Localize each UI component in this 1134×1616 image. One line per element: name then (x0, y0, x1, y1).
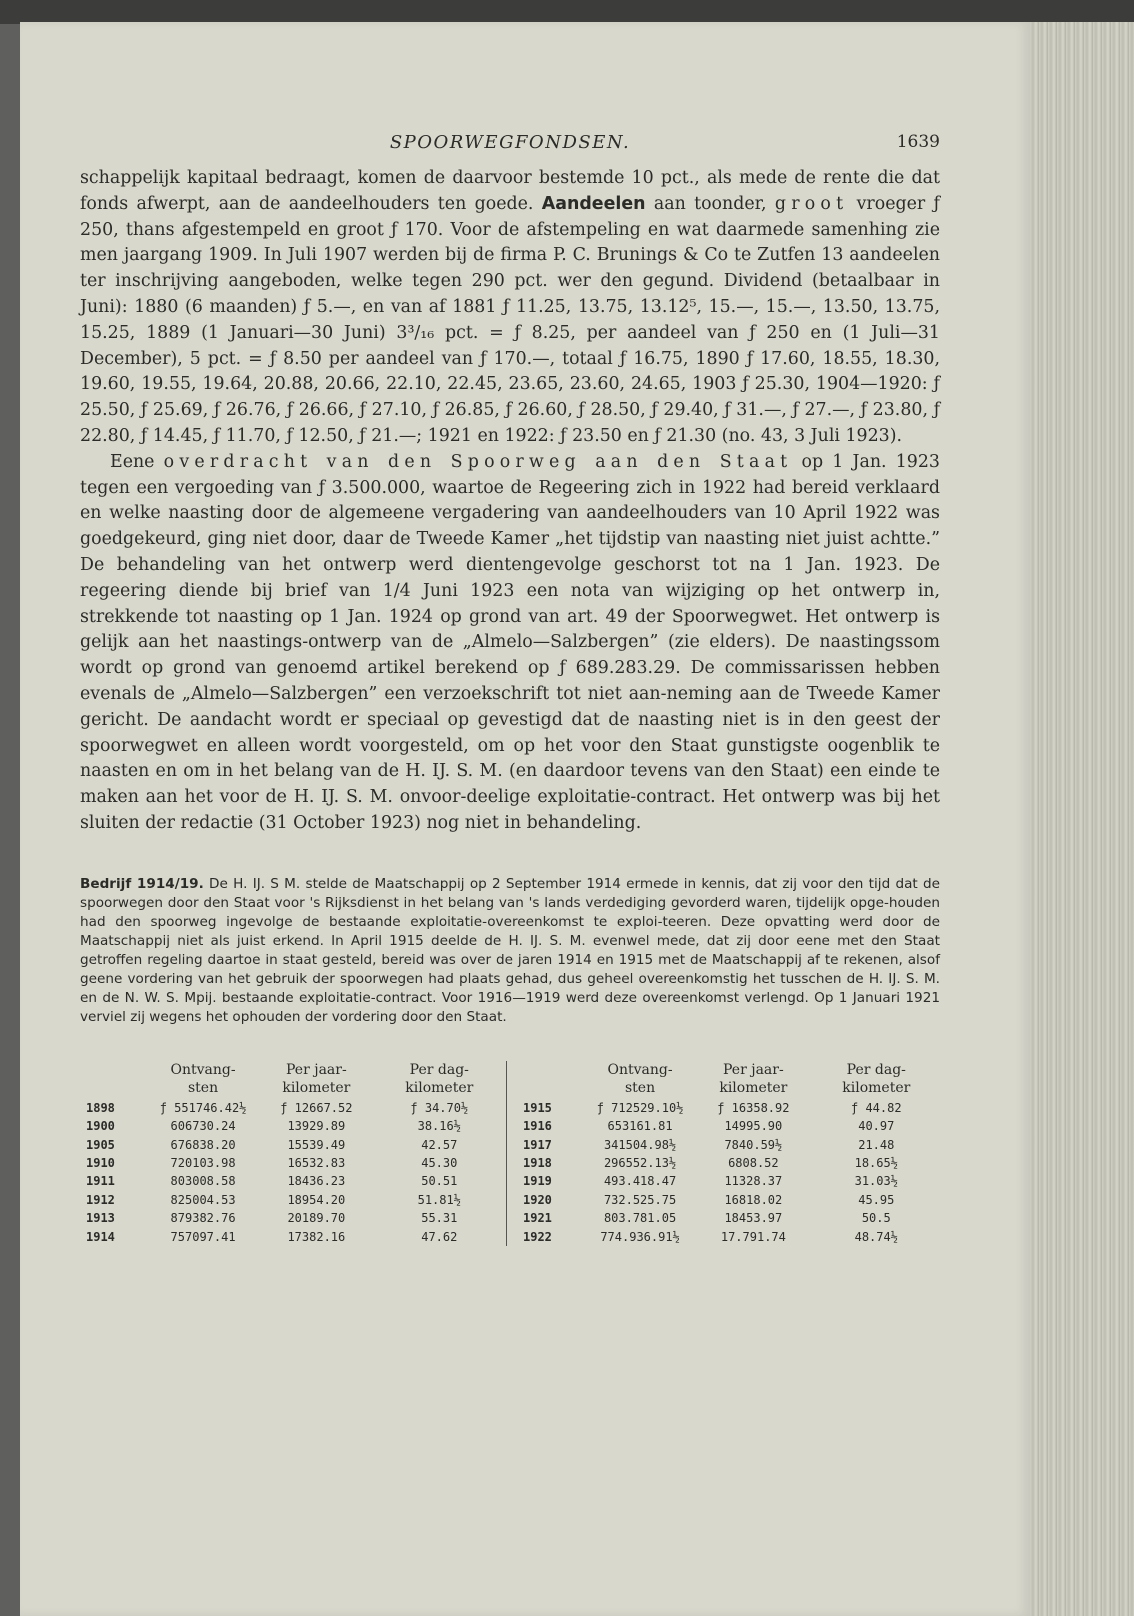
table-row (80, 1117, 500, 1135)
overdracht-term: overdracht van den Spoorweg aan den Staat (163, 451, 793, 472)
year-cell: 1911 (86, 1174, 115, 1189)
year-cell: 1917 (523, 1137, 552, 1152)
jaarkm-cell: 18954.20 (287, 1192, 346, 1207)
paragraph-text: op 1 Jan. 1923 tegen een vergoeding van ƒ 3.500.000, waartoe de Regeering zich in 1922 had bereid verklaard en welke naasting door de algemeene vergadering van aandeelhouders van 10 April 1922 was goedgekeurd, ging niet door, daar de Tweede Kamer „het tijdstip van naasting niet juist achtte.” De behandeling van het ontwerp werd dientengevolge geschorst tot na 1 Jan. 1923. De regeering diende bij brief van 1/4 Juni 1923 een nota van wijziging op het ontwerp in, strekkende tot naasting op 1 Jan. 1924 op grond van art. 49 der Spoorwegwet. Het ontwerp is gelijk aan het naastings-ontwerp van de „Almelo—Salzbergen” (zie elders). De naastingssom wordt op grond van genoemd artikel berekend op ƒ 689.283.29. De commissarissen hebben evenals de „Almelo—Salzbergen” een verzoekschrift tot niet aan-neming aan de Tweede Kamer gericht. De aandacht wordt er speciaal op gevestigd dat de naasting niet is in den geest der spoorwegwet en alleen wordt voorgesteld, om op het voor den Staat gunstigste oogenblik te naasten en om in het belang van de H. IJ. S. M. (en daardoor tevens van den Staat) een einde te maken aan het voor de H. IJ. S. M. onvoor-deelige exploitatie-contract. Het ontwerp was bij het sluiten der redactie (31 October 1923) nog niet in behandeling. (80, 451, 940, 833)
table-row (517, 1228, 937, 1246)
year-cell: 1914 (86, 1229, 115, 1244)
table-row (80, 1209, 500, 1227)
year-cell: 1920 (523, 1192, 552, 1207)
dagkm-cell: ƒ 34.70½ (410, 1100, 469, 1115)
table-row (517, 1209, 937, 1227)
jaarkm-cell: 18436.23 (287, 1174, 346, 1189)
revenue-table (80, 1061, 940, 1246)
table-row (517, 1117, 937, 1135)
ontvangsten-cell: 803008.58 (170, 1174, 236, 1189)
paragraph-text: aan toonder, (645, 193, 775, 214)
bedrijf-heading: Bedrijf 1914/19. (80, 875, 204, 892)
revenue-table-right (506, 1061, 937, 1246)
jaarkm-cell: 13929.89 (287, 1119, 346, 1134)
paragraph-text: vroeger ƒ 250, thans afgestempeld en groot ƒ 170. Voor de afstempeling en wat daarmede samenhing zie men jaargang 1909. In Juli 1907 werden bij de firma P. C. Brunings & Co te Zutfen 13 aandeelen ter inschrijving aangeboden, welke tegen 290 pct. wer den gegund. Dividend (betaalbaar in Juni): 1880 (6 maanden) ƒ 5.—, en van af 1881 ƒ 11.25, 13.75, 13.12⁵, 15.—, 15.—, 13.50, 13.75, 15.25, 1889 (1 Januari—30 Juni) 3³/₁₆ pct. = ƒ 8.25, per aandeel van ƒ 250 en (1 Juli—31 December), 5 pct. = ƒ 8.50 per aandeel van ƒ 170.—, totaal ƒ 16.75, 1890 ƒ 17.60, 18.55, 18.30, 19.60, 19.55, 19.64, 20.88, 20.66, 22.10, 22.45, 23.65, 23.60, 24.65, 1903 ƒ 25.30, 1904—1920: ƒ 25.50, ƒ 25.69, ƒ 26.76, ƒ 26.66, ƒ 27.10, ƒ 26.85, ƒ 26.60, ƒ 28.50, ƒ 29.40, ƒ 31.—, ƒ 27.—, ƒ 23.80, ƒ 22.80, ƒ 14.45, ƒ 11.70, ƒ 12.50, ƒ 21.—; 1921 en 1922: ƒ 23.50 en ƒ 21.30 (no. 43, 3 Juli 1923). (80, 193, 940, 446)
page-number: 1639 (896, 132, 940, 152)
year-cell: 1913 (86, 1211, 115, 1226)
jaarkm-cell: 14995.90 (724, 1119, 783, 1134)
table-row (80, 1136, 500, 1154)
page-content (80, 132, 940, 1246)
year-cell: 1905 (86, 1137, 115, 1152)
dagkm-cell: 50.5 (861, 1211, 891, 1226)
ontvangsten-cell: 803.781.05 (603, 1211, 677, 1226)
table-row (80, 1172, 500, 1190)
jaarkm-cell: 15539.49 (287, 1137, 346, 1152)
bedrijf-section (80, 875, 940, 1027)
paragraph-text: Eene (110, 451, 164, 472)
groot-term: groot (774, 193, 849, 214)
ontvangsten-cell: 493.418.47 (603, 1174, 677, 1189)
dagkm-cell: 45.95 (858, 1192, 895, 1207)
table-row (517, 1191, 937, 1209)
table-right (517, 1061, 937, 1246)
jaarkm-cell: ƒ 16358.92 (717, 1100, 790, 1115)
table-left (80, 1061, 500, 1246)
table-row (80, 1191, 500, 1209)
year-cell: 1898 (86, 1100, 115, 1115)
dagkm-cell: 21.48 (858, 1137, 895, 1152)
jaarkm-cell: ƒ 12667.52 (280, 1100, 353, 1115)
dagkm-cell: 31.03½ (854, 1174, 898, 1189)
dagkm-cell: ƒ 44.82 (851, 1100, 902, 1115)
running-title: SPOORWEGFONDSEN. (389, 132, 631, 153)
ontvangsten-cell: 757097.41 (170, 1229, 236, 1244)
year-cell: 1912 (86, 1192, 115, 1207)
ontvangsten-cell: 676838.20 (170, 1137, 236, 1152)
col-header-per-jaarkm: Per jaar-kilometer (719, 1061, 788, 1096)
ontvangsten-cell: 653161.81 (607, 1119, 673, 1134)
year-cell: 1915 (523, 1100, 552, 1115)
jaarkm-cell: 7840.59½ (724, 1137, 783, 1152)
dagkm-cell: 40.97 (858, 1119, 895, 1134)
ontvangsten-cell: 296552.13½ (603, 1155, 677, 1170)
table-row (80, 1154, 500, 1172)
jaarkm-cell: 11328.37 (724, 1174, 783, 1189)
year-cell: 1918 (523, 1155, 552, 1170)
jaarkm-cell: 17382.16 (287, 1229, 346, 1244)
ontvangsten-cell: 879382.76 (170, 1211, 236, 1226)
bedrijf-text: De H. IJ. S M. stelde de Maatschappij op 2 September 1914 ermede in kennis, dat zij voor den tijd dat de spoorwegen door den Staat voor 's Rijksdienst in het belang van 's lands verdediging gevorderd waren, tijdelijk opge-houden had den spoorweg ingevolge de bestaande exploitatie-overeenkomst te exploi-teeren. Deze opvatting werd door de Maatschappij niet als juist erkend. In April 1915 deelde de H. IJ. S. M. evenwel mede, dat zij door eene met den Staat getroffen regeling daartoe in staat gesteld, bereid was over de jaren 1914 en 1915 met de Maatschappij af te rekenen, alsof geene vordering van het gebruik der spoorwegen had plaats gehad, dus geheel overeenkomstig het tusschen de H. IJ. S. M. en de N. W. S. Mpij. bestaande exploitatie-contract. Voor 1916—1919 werd deze overeenkomst verlengd. Op 1 Januari 1921 verviel zij wegens het ophouden der vordering door den Staat. (80, 875, 940, 1025)
col-header-per-dagkm: Per dag-kilometer (842, 1061, 911, 1096)
col-header-ontvangsten: Ontvang-sten (607, 1061, 673, 1096)
col-header-year (517, 1061, 589, 1099)
running-head (80, 132, 940, 166)
year-cell: 1921 (523, 1211, 552, 1226)
ontvangsten-cell: 774.936.91½ (600, 1229, 680, 1244)
dagkm-cell: 50.51 (421, 1174, 458, 1189)
ontvangsten-cell: 341504.98½ (603, 1137, 677, 1152)
dagkm-cell: 42.57 (421, 1137, 458, 1152)
table-row (517, 1099, 937, 1117)
page-stack-edge (1030, 22, 1134, 1616)
paragraph-dividend (80, 166, 940, 450)
jaarkm-cell: 18453.97 (724, 1211, 783, 1226)
ontvangsten-cell: ƒ 712529.10½ (596, 1100, 684, 1115)
dagkm-cell: 51.81½ (417, 1192, 461, 1207)
table-row (80, 1099, 500, 1117)
paragraph-overdracht (80, 450, 940, 837)
dagkm-cell: 38.16½ (417, 1119, 461, 1134)
revenue-table-left (80, 1061, 500, 1246)
jaarkm-cell: 16532.83 (287, 1155, 346, 1170)
ontvangsten-cell: 825004.53 (170, 1192, 236, 1207)
year-cell: 1900 (86, 1119, 115, 1134)
year-cell: 1919 (523, 1174, 552, 1189)
paragraph-text: schappelijk kapitaal bedraagt, komen de daarvoor bestemde 10 pct., als mede de rente die dat fonds afwerpt, aan de aandeelhouders ten goede. (80, 168, 940, 214)
book-page (20, 22, 1030, 1616)
aandeelen-term: Aandeelen (541, 193, 646, 214)
dagkm-cell: 18.65½ (854, 1155, 898, 1170)
dagkm-cell: 48.74½ (854, 1229, 898, 1244)
jaarkm-cell: 20189.70 (287, 1211, 346, 1226)
dagkm-cell: 45.30 (421, 1155, 458, 1170)
ontvangsten-cell: 606730.24 (170, 1119, 236, 1134)
col-header-year (80, 1061, 152, 1099)
year-cell: 1910 (86, 1155, 115, 1170)
table-row (517, 1172, 937, 1190)
table-row (517, 1154, 937, 1172)
col-header-ontvangsten: Ontvang-sten (170, 1061, 236, 1096)
dagkm-cell: 55.31 (421, 1211, 458, 1226)
ontvangsten-cell: 720103.98 (170, 1155, 236, 1170)
ontvangsten-cell: ƒ 551746.42½ (159, 1100, 247, 1115)
table-row (80, 1228, 500, 1246)
ontvangsten-cell: 732.525.75 (603, 1192, 677, 1207)
dagkm-cell: 47.62 (421, 1229, 458, 1244)
jaarkm-cell: 6808.52 (728, 1155, 779, 1170)
body-text (80, 166, 940, 837)
year-cell: 1916 (523, 1119, 552, 1134)
table-row (517, 1136, 937, 1154)
jaarkm-cell: 16818.02 (724, 1192, 783, 1207)
col-header-per-jaarkm: Per jaar-kilometer (282, 1061, 351, 1096)
book-top-edge (0, 0, 1134, 24)
jaarkm-cell: 17.791.74 (720, 1229, 786, 1244)
year-cell: 1922 (523, 1229, 552, 1244)
col-header-per-dagkm: Per dag-kilometer (405, 1061, 474, 1096)
